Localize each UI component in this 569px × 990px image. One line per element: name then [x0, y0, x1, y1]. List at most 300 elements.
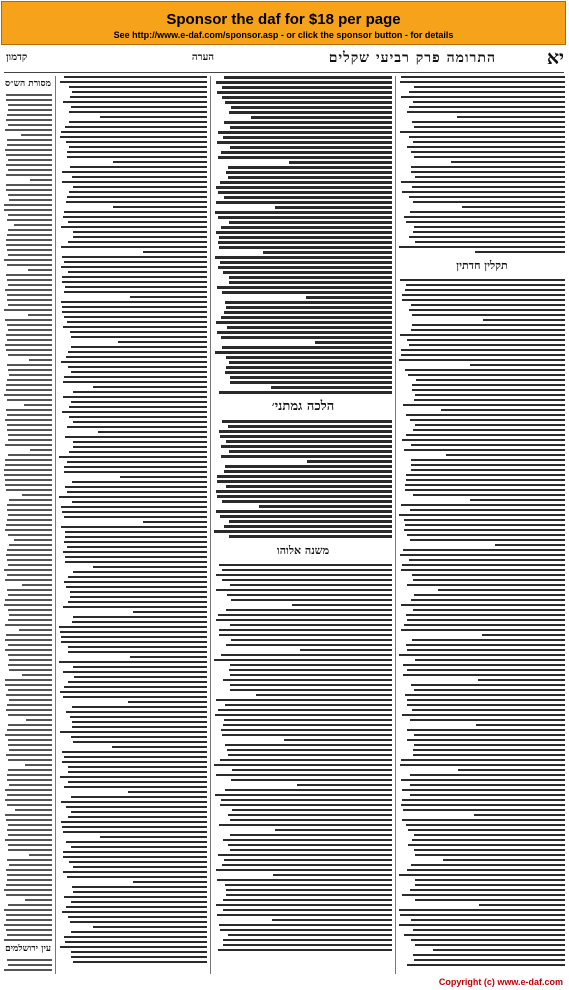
text-line [411, 684, 565, 686]
text-line [73, 741, 207, 743]
text-line [401, 349, 565, 351]
text-line [5, 789, 52, 791]
text-line [8, 534, 52, 536]
text-line [410, 794, 565, 796]
text-line [4, 204, 52, 206]
text-line [71, 931, 207, 933]
text-line [410, 419, 565, 421]
text-line [409, 309, 565, 311]
text-line [7, 829, 52, 831]
text-line [216, 510, 392, 513]
text-line [7, 704, 52, 706]
text-line [7, 519, 52, 521]
text-line [8, 689, 52, 691]
text-line [315, 341, 392, 344]
text-line [223, 899, 392, 901]
header-rule [4, 72, 564, 73]
text-line [402, 894, 565, 896]
text-line [6, 409, 52, 411]
sponsor-banner[interactable] [1, 1, 566, 45]
text-line [219, 629, 392, 631]
text-line [71, 846, 207, 848]
text-line [409, 236, 565, 238]
text-line [215, 714, 392, 716]
text-line [458, 769, 565, 771]
text-line [412, 709, 565, 711]
text-line [407, 146, 565, 148]
text-line [220, 804, 392, 806]
text-line [403, 549, 565, 551]
daf-number: יא [546, 47, 564, 69]
text-line [221, 445, 392, 448]
text-line [73, 866, 207, 868]
text-line [411, 444, 565, 446]
text-line [67, 151, 207, 153]
text-line [59, 661, 207, 663]
text-line [406, 414, 565, 416]
text-line [66, 841, 207, 843]
text-line [7, 429, 52, 431]
text-line [410, 889, 565, 891]
text-line [406, 479, 565, 481]
text-line [224, 76, 392, 79]
text-line [71, 811, 207, 813]
text-line [410, 774, 565, 776]
text-line [413, 231, 565, 233]
text-line [65, 126, 207, 128]
text-line [470, 364, 565, 366]
text-line [98, 431, 207, 433]
text-line [230, 819, 392, 821]
sponsor-title[interactable]: Sponsor the daf for $18 per page [166, 11, 401, 28]
text-line [407, 619, 565, 621]
text-line [7, 959, 52, 961]
text-line [476, 724, 565, 726]
text-line [222, 96, 392, 99]
text-line [68, 576, 207, 578]
text-line [7, 144, 52, 146]
text-line [64, 291, 207, 293]
text-line [441, 409, 565, 411]
text-line [470, 499, 565, 501]
text-line [399, 874, 565, 876]
text-line [219, 824, 392, 826]
text-line [400, 554, 565, 556]
text-line [219, 236, 392, 239]
text-line [229, 221, 392, 224]
text-line [229, 535, 392, 538]
text-line [61, 636, 207, 638]
text-line [5, 529, 52, 531]
text-line [6, 274, 52, 276]
text-line [61, 131, 207, 133]
main-text-column [214, 76, 392, 974]
text-line [407, 649, 565, 651]
margin-left-title: מסורת הש״ס [5, 79, 51, 89]
text-line [413, 101, 565, 103]
text-line [6, 384, 52, 386]
text-line [68, 366, 207, 368]
text-line [412, 389, 565, 391]
text-line [64, 316, 207, 318]
text-line [70, 921, 207, 923]
text-line [71, 796, 207, 798]
text-line [413, 201, 565, 203]
text-line [297, 784, 392, 786]
text-line [8, 194, 52, 196]
text-line [495, 544, 565, 546]
text-line [271, 386, 392, 389]
text-line [402, 819, 565, 821]
text-line [229, 111, 392, 114]
text-line [9, 544, 52, 546]
text-line [64, 211, 207, 213]
text-line [9, 699, 52, 701]
text-line [65, 436, 207, 438]
text-line [407, 584, 565, 586]
text-line [225, 101, 392, 104]
text-line [230, 664, 392, 666]
text-line [216, 699, 392, 701]
text-line [62, 761, 207, 763]
text-line [406, 434, 565, 436]
text-line [72, 726, 207, 728]
text-line [223, 724, 392, 726]
text-line [8, 739, 52, 741]
text-line [415, 659, 565, 661]
copyright-text[interactable]: Copyright (c) www.e-daf.com [438, 977, 563, 987]
text-line [60, 81, 207, 83]
text-line [64, 896, 207, 898]
text-line [414, 744, 565, 746]
text-line [220, 435, 392, 438]
text-line [409, 136, 565, 138]
text-line [68, 681, 207, 683]
text-line [68, 601, 207, 603]
text-line [62, 276, 207, 278]
text-line [5, 319, 52, 321]
text-line [414, 226, 565, 228]
text-line [65, 941, 207, 943]
text-line [9, 614, 52, 616]
text-line [69, 146, 207, 148]
text-line [402, 191, 565, 193]
text-line [66, 806, 207, 808]
text-line [15, 809, 52, 811]
text-line [5, 684, 52, 686]
text-line [6, 554, 52, 556]
text-line [229, 281, 392, 284]
text-line [67, 196, 207, 198]
text-line [218, 241, 392, 244]
text-line [61, 226, 207, 228]
text-line [73, 186, 207, 188]
text-line [403, 809, 565, 811]
text-line [24, 404, 52, 406]
text-line [71, 346, 207, 348]
text-line [399, 514, 565, 516]
text-line [7, 874, 52, 876]
text-line [475, 251, 565, 253]
text-line [120, 476, 207, 478]
text-line [4, 604, 52, 606]
text-line [72, 91, 207, 93]
text-line [221, 226, 392, 229]
text-line [415, 899, 565, 901]
text-line [226, 485, 392, 488]
text-line [222, 420, 392, 423]
text-line [272, 919, 392, 921]
text-line [402, 294, 565, 296]
text-line [69, 121, 207, 123]
text-line [7, 424, 52, 426]
text-line [68, 766, 207, 768]
text-line [223, 944, 392, 946]
text-line [229, 520, 392, 523]
text-line [216, 186, 392, 189]
text-line [218, 266, 392, 269]
text-line [251, 116, 392, 119]
text-line [406, 221, 565, 223]
text-line [411, 166, 565, 168]
mishnah-title: משנה אלוהו [276, 544, 330, 557]
text-line [438, 589, 565, 591]
text-line [401, 629, 565, 631]
text-line [4, 969, 52, 971]
text-line [227, 326, 392, 329]
text-line [61, 526, 207, 528]
text-line [8, 564, 52, 566]
text-line [4, 924, 52, 926]
text-line [4, 259, 52, 261]
text-line [411, 459, 565, 461]
text-line [8, 654, 52, 656]
text-line [401, 804, 565, 806]
text-line [69, 86, 207, 88]
text-line [61, 506, 207, 508]
text-line [401, 759, 565, 761]
text-line [73, 446, 207, 448]
text-line [8, 254, 52, 256]
text-line [5, 734, 52, 736]
text-line [223, 679, 392, 681]
text-line [215, 794, 392, 796]
text-line [4, 209, 52, 211]
text-line [412, 314, 565, 316]
text-line [403, 404, 565, 406]
text-line [8, 849, 52, 851]
text-line [8, 714, 52, 716]
text-line [7, 774, 52, 776]
text-line [8, 159, 52, 161]
text-line [9, 199, 52, 201]
text-line [19, 629, 52, 631]
text-line [128, 791, 207, 793]
text-line [411, 329, 565, 331]
text-line [411, 171, 565, 173]
text-line [73, 666, 207, 668]
text-line [216, 201, 392, 204]
text-line [400, 131, 565, 133]
text-line [230, 849, 392, 851]
text-line [219, 246, 392, 249]
text-line [62, 826, 207, 828]
text-line [229, 361, 392, 364]
text-line [73, 231, 207, 233]
text-line [6, 184, 52, 186]
text-line [221, 455, 392, 458]
text-line [7, 879, 52, 881]
divider-1 [55, 76, 56, 974]
text-line [67, 546, 207, 548]
text-line [218, 949, 392, 951]
text-line [62, 281, 207, 283]
text-line [228, 814, 392, 816]
text-line [400, 81, 565, 83]
text-line [407, 111, 565, 113]
text-line [8, 594, 52, 596]
text-line [413, 929, 565, 931]
text-line [63, 551, 207, 553]
text-line [6, 524, 52, 526]
text-line [223, 909, 392, 911]
text-line [100, 116, 207, 118]
text-line [71, 956, 207, 958]
text-line [6, 189, 52, 191]
text-line [5, 129, 52, 131]
text-line [6, 244, 52, 246]
text-line [401, 76, 565, 78]
text-line [409, 91, 565, 93]
text-line [68, 351, 207, 353]
text-line [306, 296, 392, 299]
text-line [68, 816, 207, 818]
text-line [63, 831, 207, 833]
text-line [6, 489, 52, 491]
text-line [5, 444, 52, 446]
text-line [7, 364, 52, 366]
text-line [221, 316, 392, 319]
text-line [72, 481, 207, 483]
text-line [226, 306, 392, 309]
text-line [413, 754, 565, 756]
text-line [403, 674, 565, 676]
text-line [28, 314, 52, 316]
text-line [415, 884, 565, 886]
text-line [412, 186, 565, 188]
text-line [8, 844, 52, 846]
text-line [216, 81, 392, 84]
page-header [4, 47, 564, 71]
text-line [8, 609, 52, 611]
text-line [400, 279, 565, 281]
text-line [226, 644, 392, 646]
text-line [73, 236, 207, 238]
text-line [67, 491, 207, 493]
text-line [404, 529, 565, 531]
text-line [113, 206, 207, 208]
text-line [69, 111, 207, 113]
text-line [61, 821, 207, 823]
text-line [222, 86, 392, 89]
text-line [25, 899, 52, 901]
text-line [228, 425, 392, 428]
text-line [230, 624, 392, 626]
text-line [217, 914, 392, 916]
text-line [64, 76, 207, 78]
text-line [404, 449, 565, 451]
sponsor-subtitle[interactable]: See http://www.e-daf.com/sponsor.asp - or click the sponsor button - for details [113, 30, 454, 40]
text-line [118, 341, 207, 343]
text-line [61, 641, 207, 643]
text-line [222, 291, 392, 294]
text-line [61, 246, 207, 248]
text-line [70, 96, 207, 98]
text-line [406, 614, 565, 616]
text-line [404, 216, 565, 218]
text-line [60, 731, 207, 733]
text-line [5, 599, 52, 601]
text-line [404, 519, 565, 521]
text-line [64, 261, 207, 263]
text-line [226, 609, 392, 611]
text-line [229, 450, 392, 453]
text-line [60, 946, 207, 948]
text-line [451, 161, 565, 163]
text-line [219, 430, 392, 433]
text-line [413, 954, 565, 956]
text-line [219, 564, 392, 566]
text-line [7, 264, 52, 266]
text-line [231, 106, 392, 109]
text-line [4, 309, 52, 311]
text-line [413, 579, 565, 581]
text-line [8, 744, 52, 746]
text-line [220, 759, 392, 761]
text-line [7, 559, 52, 561]
text-line [405, 694, 565, 696]
text-line [63, 101, 207, 103]
text-line [8, 664, 52, 666]
text-line [215, 211, 392, 214]
text-line [30, 179, 52, 181]
text-line [73, 571, 207, 573]
text-line [65, 556, 207, 558]
text-line [65, 286, 207, 288]
copyright-link[interactable] [439, 977, 563, 988]
text-line [414, 734, 565, 736]
text-line [407, 534, 565, 536]
text-line [406, 824, 565, 826]
text-line [401, 181, 565, 183]
text-line [6, 919, 52, 921]
text-line [6, 174, 52, 176]
text-line [225, 884, 392, 886]
text-line [6, 884, 52, 886]
text-line [64, 786, 207, 788]
text-line [8, 824, 52, 826]
text-line [72, 706, 207, 708]
text-line [221, 799, 392, 801]
text-line [223, 939, 392, 941]
text-line [218, 156, 392, 159]
text-line [143, 521, 207, 523]
text-line [5, 639, 52, 641]
text-line [457, 116, 565, 118]
text-line [62, 751, 207, 753]
text-line [7, 339, 52, 341]
text-line [409, 196, 565, 198]
